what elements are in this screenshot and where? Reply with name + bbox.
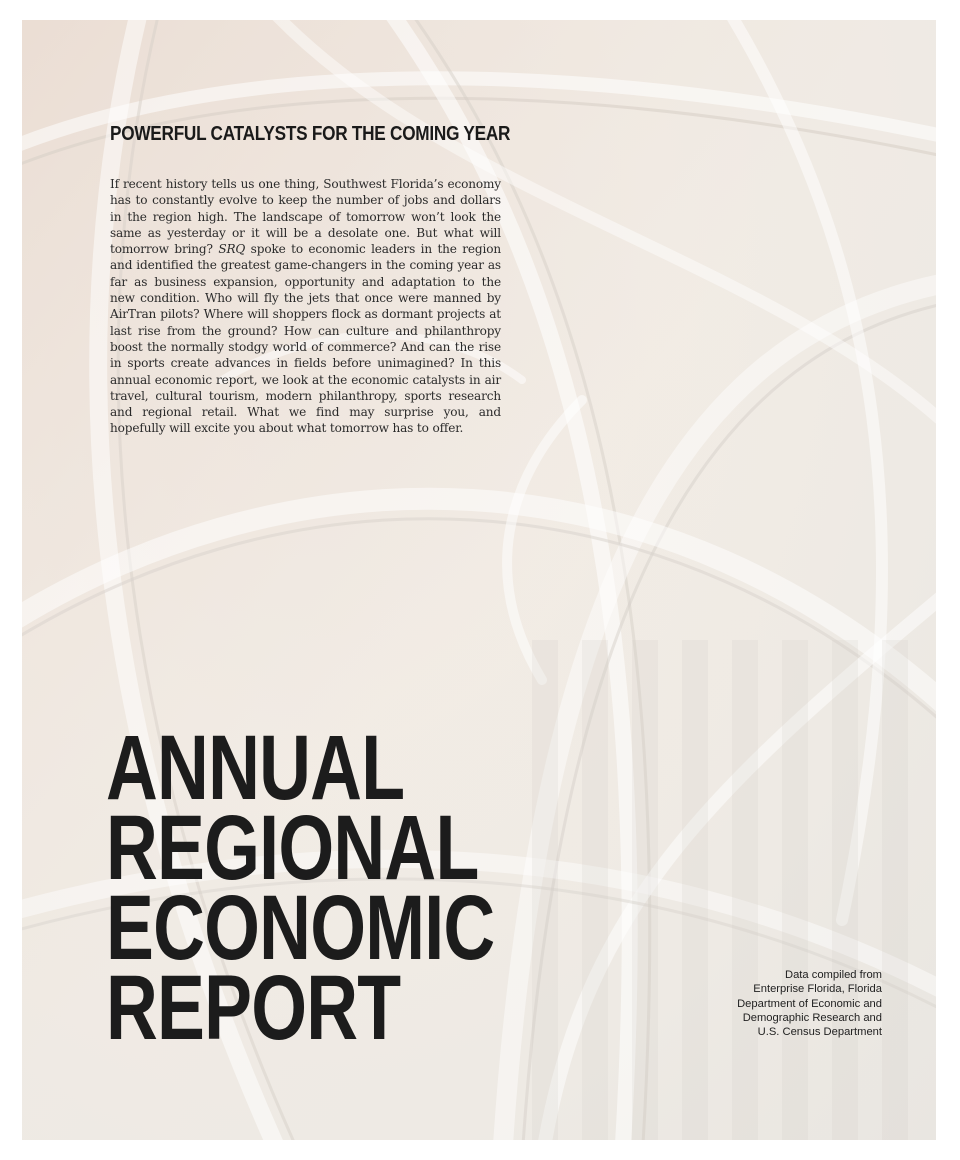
credit-line-4: Demographic Research and: [742, 1011, 882, 1024]
intro-text-part-1: If recent history tells us one thing, Southwest Florida’s economy has to constantly evolve to keep the number of jobs and dollars in the region high. The landscape of tomorrow won’t look the same as yesterday or it will be a desolate one. But what will tomorrow bring?: [110, 177, 501, 257]
report-title-line-4: REPORT: [106, 957, 401, 1059]
background-artwork-panel: [22, 20, 936, 1140]
credit-line-1: Data compiled from: [785, 969, 882, 981]
report-title-line-3: ECONOMIC: [106, 877, 495, 979]
report-title: [106, 717, 526, 1059]
intro-text-part-2: spoke to economic leaders in the region and identified the greatest game-changers in the coming year as far as business expansion, opportunity and adaptation to the new condition. Who will fly the jets that once were manned by AirTran pilots? Where will shoppers flock as dormant projects at last rise from the ground? How can culture and philanthropy boost the normally stodgy world of commerce? And can the rise in sports create advances in fields before unimagined? In this annual economic report, we look at the economic catalysts in air travel, cultural tourism, modern philanthropy, sports research and regional retail. What we find may surprise you, and hopefully will excite you about what tomorrow has to offer.: [110, 242, 502, 436]
section-headline: POWERFUL CATALYSTS FOR THE COMING YEAR: [110, 123, 511, 145]
intro-publication-name: SRQ: [218, 242, 246, 257]
credit-line-3: Department of Economic and: [737, 997, 882, 1010]
data-source-credit: [662, 968, 882, 1039]
intro-paragraph: [110, 176, 501, 437]
credit-line-5: U.S. Census Department: [757, 1026, 882, 1039]
report-title-line-2: REGIONAL: [106, 797, 479, 899]
credit-line-2: Enterprise Florida, Florida: [753, 983, 882, 996]
report-title-line-1: ANNUAL: [106, 717, 405, 819]
